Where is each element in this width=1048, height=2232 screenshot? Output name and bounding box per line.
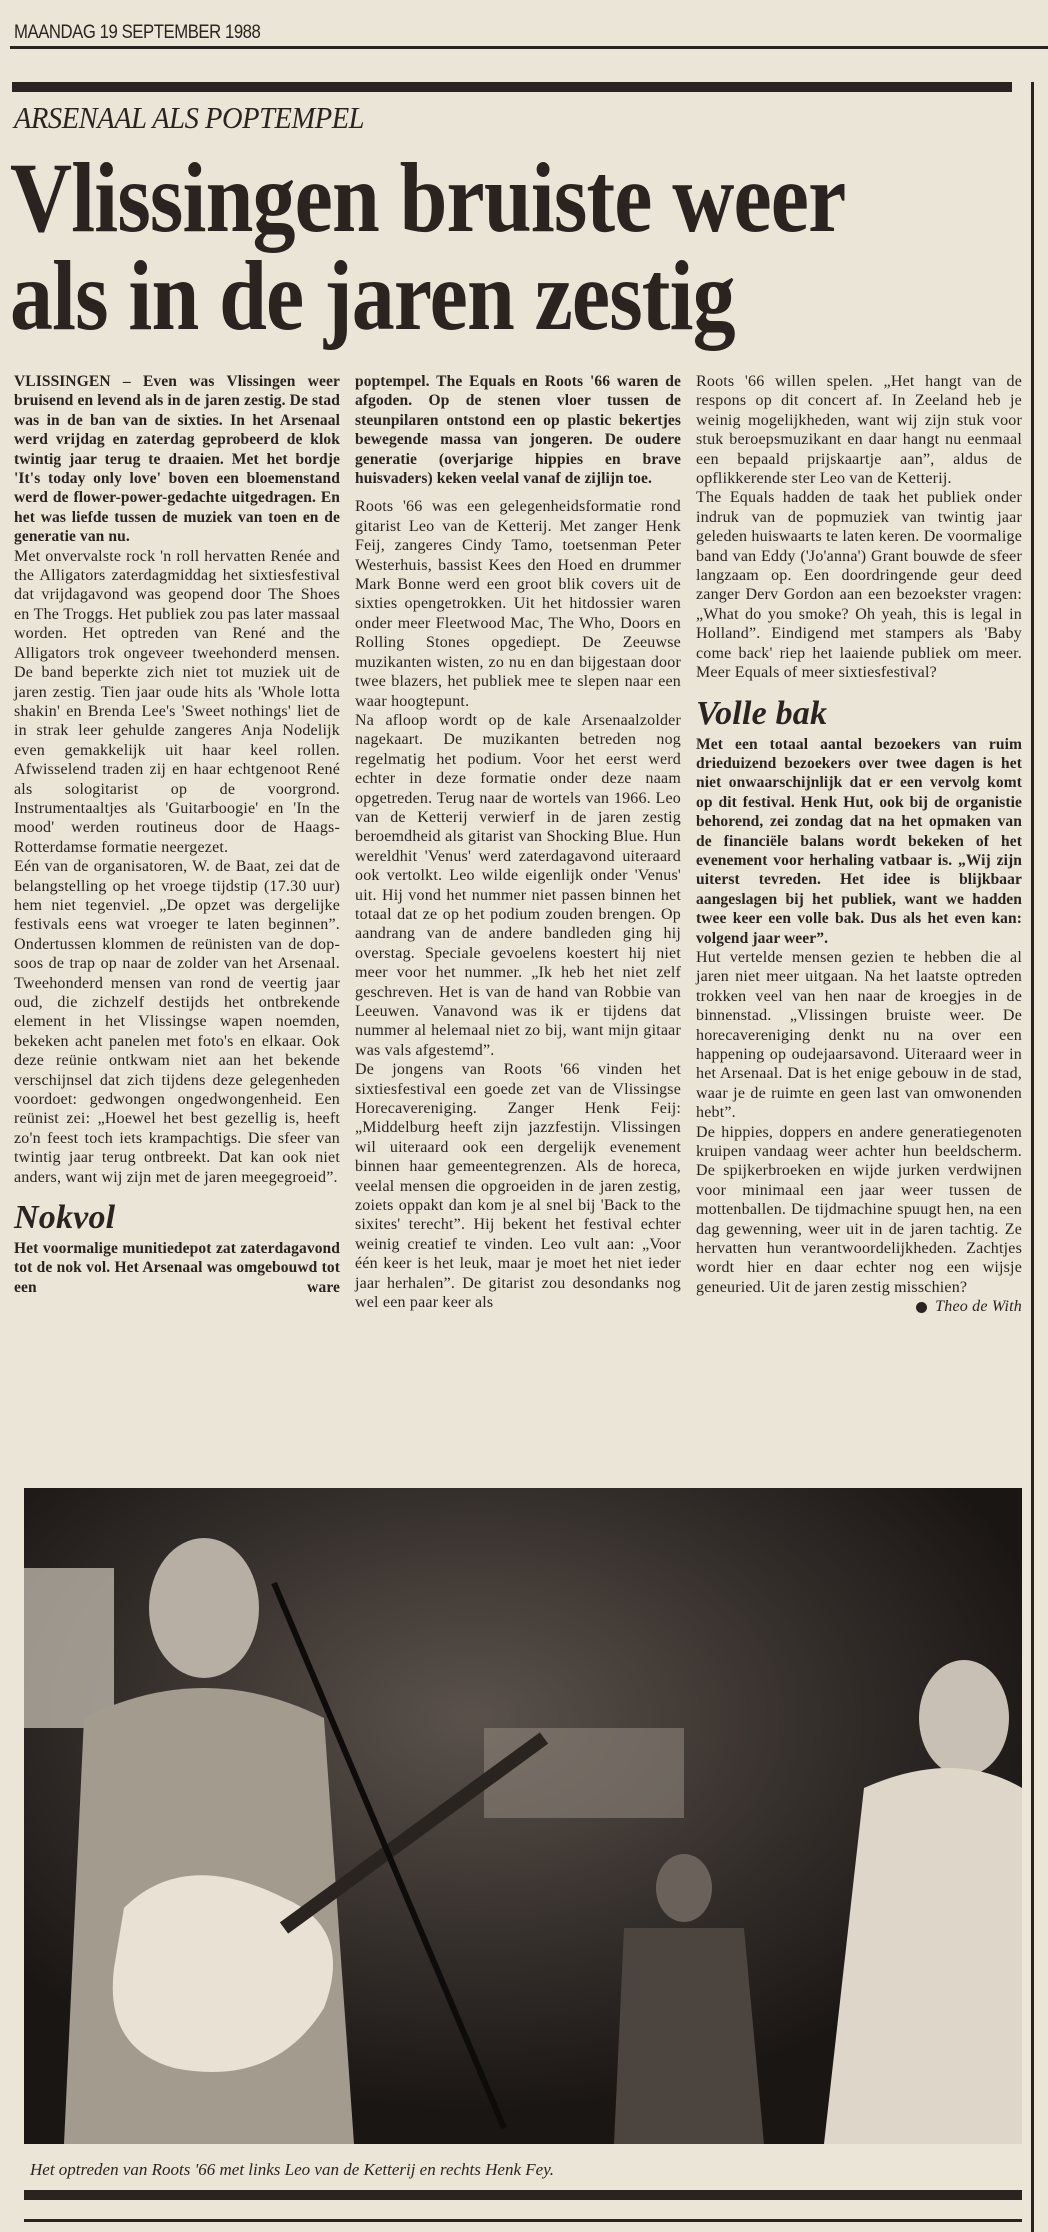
body-paragraph: Roots '66 was een gelegenheidsformatie rond gitarist Leo van de Ketterij. Met zanger Henk Feij, zangeres Cindy Tamo, toetsenman Peter Westerhuis, bassist Kees den Hoed en drummer Mark Bonne werd een groot blik covers uit de sixties opengetrokken. Uit het hitdossier waren onder meer Fleetwood Mac, The Who, Doors en Rolling Stones opgediept. De Zeeuwse muzikanten wisten, zo nu en dan bijgestaan door twee blazers, het publiek mee te slepen naar een waar hoogtepunt. — [355, 498, 681, 710]
lead-paragraph: VLISSINGEN – Even was Vlissingen weer bruisend en levend als in de jaren zestig. De stad was in de ban van de sixties. In het Arsenaal werd vrijdag en zaterdag geprobeerd de klok twintig jaar terug te draaien. Met het bordje 'It's today only love' boven een bloemenstand werd de flower-power-gedachte uitgedragen. En het was liefde tussen de muziek van toen en de generatie van nu. — [14, 373, 340, 546]
headline-line-2: als in de jaren zestig — [10, 240, 735, 351]
body-paragraph: De jongens van Roots '66 vinden het sixtiesfestival een goede zet van de Vlissingse Horecavereniging. Zanger Henk Feij: „Middelburg heeft zijn jazzfestijn. Vlissingen wil uiteraard ook een dergelijk evenement binnen haar gemeentegrenzen. Als de horeca, veelal mensen die opgroeiden in de jaren zestig, zoiets oppakt dan kom je al snel bij 'Back to the sixites' terecht”. Hij bekent het festival echter weinig creatief te vinden. Leo vult aan: „Voor één keer is het leuk, maar je moet het niet ieder jaar herhalen”. De gitarist zou desondanks nog wel een paar keer als — [355, 1061, 681, 1312]
body-paragraph: Eén van de organisatoren, W. de Baat, zei dat de belangstelling op het vroege tijdstip (17.30 uur) hem niet tegenviel. „De opzet was dergelijke festivals eens wat vroeger te laten beginnen”. Ondertussen klommen de reünisten van de dop-soos de trap op naar de zolder van het Arsenaal. Tweehonderd mensen van rond de veertig jaar oud, die zichzelf destijds het ontbrekende element in het Vlissingse wapen noemden, bekeken acht panelen met foto's en elkaar. Ook deze reünie ontkwam niet aan het bekende verschijnsel dat zich tijdens deze gelegenheden voordoet: gedwongen ongedwongenheid. Een reünist zei: „Hoewel het best gezellig is, heeft zo'n feest toch iets krampachtigs. Die sfeer van twintig jaar terug ontbreekt. Dat kan ook niet anders, want wij zijn met de jaren meegegroeid”. — [14, 858, 340, 1186]
bottom-rule — [24, 2219, 1022, 2222]
article-top-bar — [12, 82, 1012, 92]
subheading-nokvol: Nokvol — [14, 1199, 116, 1237]
concert-photo-illustration — [24, 1488, 1022, 2144]
body-paragraph: Hut vertelde mensen gezien te hebben die al jaren niet meer uitgaan. Na het laatste optreden trokken veel van hen naar de kroegjes in de binnenstad. „Vlissingen bruiste weer. De horecavereniging denkt nu na over een happening op oudejaarsavond. Uiteraard weer in het Arsenaal. Dat is het enige gebouw in de stad, waar je de ruimte en geen last van omwonenden hebt”. — [696, 948, 1022, 1122]
subheading-volle-bak: Volle bak — [696, 694, 828, 732]
article-column-1 — [14, 372, 340, 1297]
article-frame-border — [1031, 82, 1034, 2232]
headline-line-1: Vlissingen bruiste weer — [10, 142, 846, 253]
article-kicker: ARSENAAL ALS POPTEMPEL — [14, 100, 365, 135]
guitarist-figure — [149, 1538, 259, 1678]
body-paragraph: The Equals hadden de taak het publiek onder indruk van de popmuziek van twintig jaar geleden huiswaarts te laten keren. De voormalige band van Eddy ('Jo'anna') Grant bouwde de sfeer langzaam op. Een doordringende geur deed zanger Derv Gordon aan een bezoekster vragen: „What do you smoke? Oh yeah, this is legal in Holland”. Eindigend met stampers als 'Baby come back' riep het laaiende publiek om meer. Meer Equals of meer sixtiesfestival? — [696, 489, 1022, 682]
article-bottom-bar — [24, 2190, 1022, 2200]
photo-caption: Het optreden van Roots '66 met links Leo van de Ketterij en rechts Henk Fey. — [30, 2160, 555, 2179]
article-column-3 — [696, 372, 1022, 1317]
intro-paragraph: Met een totaal aantal bezoekers van ruim drieduizend bezoekers over twee dagen is het niet onwaarschijnlijk dat er een vervolg komt op dit festival. Henk Hut, ook bij de organistie behorend, zei zondag dat na het opmaken van de financiële balans wordt bekeken of het evenement voor herhaling vatbaar is. „Wij zijn uiterst tevreden. Het idee is blijkbaar aangeslagen bij het publiek, want we hadden twee keer een volle bak. Dus als het even kan: volgend jaar weer”. — [696, 735, 1022, 947]
body-paragraph: Roots '66 willen spelen. „Het hangt van de respons op dit concert af. In Zeeland heb je weinig mogelijkheden, want wij zijn stuk voor stuk beroepsmuzikant en daar hangt nu eenmaal een bepaald prijskaartje aan”, aldus de opflikkerende ster Leo van de Ketterij. — [696, 373, 1022, 488]
singer-figure — [919, 1660, 1009, 1776]
byline — [696, 1297, 1022, 1316]
article-column-2 — [355, 372, 681, 1313]
concert-photo — [24, 1488, 1022, 2144]
page-date: MAANDAG 19 SEPTEMBER 1988 — [14, 22, 261, 43]
top-rule — [10, 46, 1048, 49]
body-paragraph: Met onvervalste rock 'n roll hervatten Renée and the Alligators zaterdagmiddag het sixtiesfestival dat vrijdagavond was geopend door The Shoes en The Troggs. Het publiek zou pas later massaal worden. Het optreden van René and the Alligators trok ongeveer tweehonderd mensen. De band beperkte zich niet tot muziek uit de jaren zestig. Tien jaar oude hits als 'Whole lotta shakin' en Brenda Lee's 'Sweet nothings' liet de in strak leer gehulde zangeres Anja Nodelijk even gemakkelijk uit haar keel rollen. Afwisselend traden zij en haar echtgenoot René als sologitarist op de voorgrond. Instrumentaaltjes als 'Guitarboogie' en 'In the mood' werden routineus door de Haags-Rotterdamse formatie neergezet. — [14, 547, 340, 856]
author-name: Theo de With — [935, 1298, 1022, 1316]
intro-paragraph: Het voormalige munitiedepot zat zaterdagavond tot de nok vol. Het Arsenaal was omgebouwd tot een ware — [14, 1240, 340, 1296]
bullet-icon — [916, 1302, 927, 1313]
intro-paragraph-continued: poptempel. The Equals en Roots '66 waren de afgoden. Op de stenen vloer tussen de steunpilaren ontstond een op plastic bekertjes bewegende massa van jongeren. De oudere generatie (overjarige hippies en brave huisvaders) keken veelal vanaf de zijlijn toe. — [355, 373, 681, 488]
body-paragraph: Na afloop wordt op de kale Arsenaalzolder nagekaart. De muzikanten betreden nog regelmatig het podium. Voor het eerst werd echter in deze formatie onder deze naam opgetreden. Terug naar de wortels van 1966. Leo van de Ketterij verwierf in de jaren zestig beroemdheid als gitarist van Shocking Blue. Hun wereldhit 'Venus' werd zaterdagavond uiteraard ook vertolkt. Leo wilde eigenlijk onder 'Venus' uit. Hij vond het nummer niet passen binnen het totaal dat ze op het podium zouden brengen. Op aandrang van de andere bandleden ging hij overstag. Speciale gevoelens koestert hij niet meer voor het nummer. „Ik heb het niet zelf geschreven. Het is van de hand van Robbie van Leeuwen. Vanavond was ik er tijdens dat nummer al helemaal niet zo bij, want mijn gitaar was vals afgestemd”. — [355, 711, 681, 1059]
body-paragraph: De hippies, doppers en andere generatiegenoten kruipen vandaag weer achter hun beeldscherm. De spijkerbroeken en wijde jurken verdwijnen voor minimaal een jaar weer tussen de mottenballen. De tijdmachine spuugt hen, na een dag gewenning, weer uit in de jaren tachtig. Ze hervatten hun verantwoordelijkheden. Zachtjes wordt hier en daar echter nog een wijsje geneuried. Uit de jaren zestig misschien? — [696, 1123, 1022, 1296]
stage-light — [24, 1568, 114, 1728]
